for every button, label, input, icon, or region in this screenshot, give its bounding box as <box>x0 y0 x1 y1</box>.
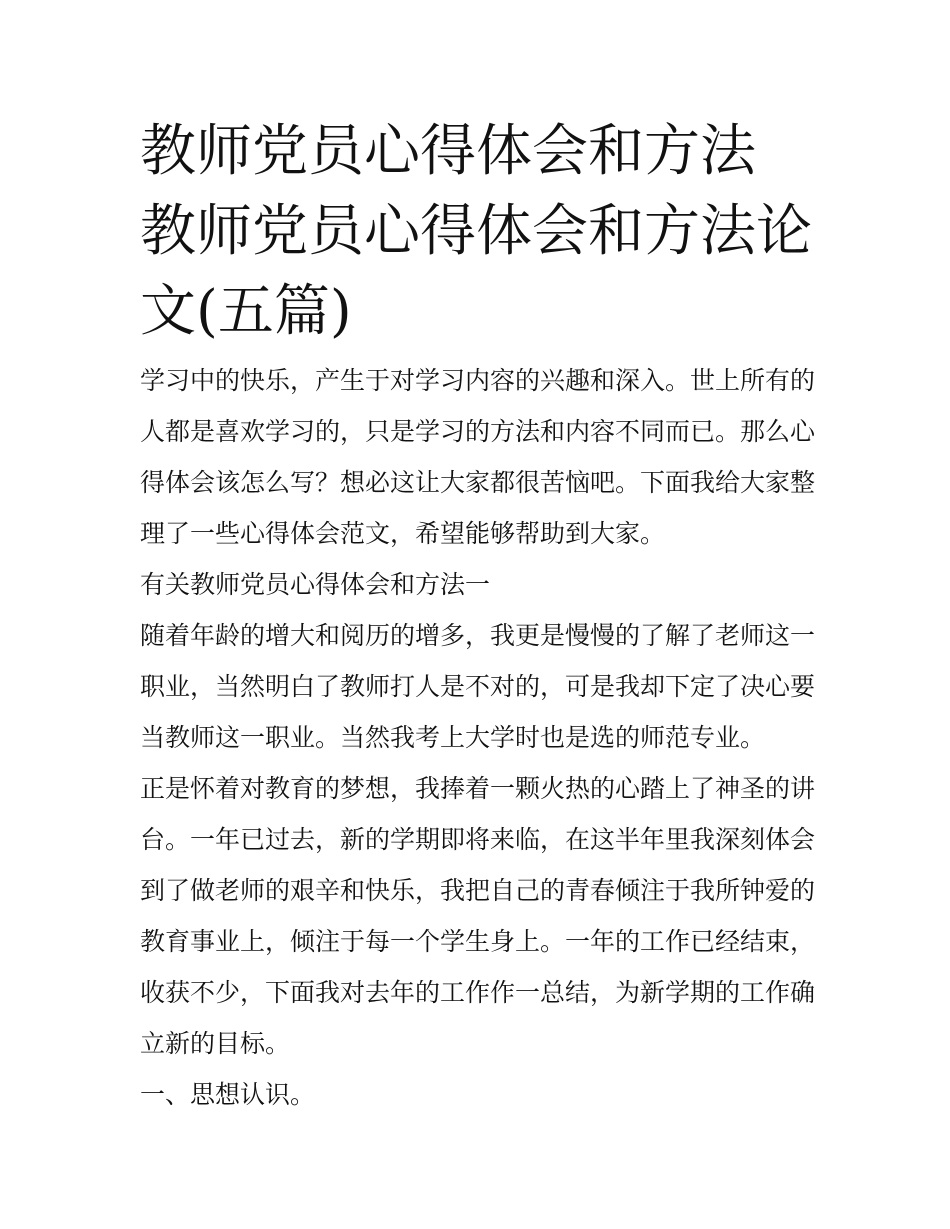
subsection-heading: 一、思想认识。 <box>140 1080 316 1109</box>
document-body <box>140 355 820 1120</box>
section-heading: 有关教师党员心得体会和方法一 <box>140 570 491 599</box>
body-paragraph: 正是怀着对教育的梦想，我捧着一颗火热的心踏上了神圣的讲台。一年已过去，新的学期即将来临，在这半年里我深刻体会到了做老师的艰辛和快乐，我把自己的青春倾注于我所钟爱的教育事业上，倾注于每一个学生身上。一年的工作已经结束，收获不少，下面我对去年的工作作一总结，为新学期的工作确立新的目标。 <box>140 774 816 1058</box>
document-title: 教师党员心得体会和方法 教师党员心得体会和方法论文(五篇) <box>140 119 812 344</box>
body-paragraph: 随着年龄的增大和阅历的增多，我更是慢慢的了解了老师这一职业，当然明白了教师打人是不对的，可是我却下定了决心要当教师这一职业。当然我考上大学时也是选的师范专业。 <box>140 621 816 752</box>
intro-paragraph: 学习中的快乐，产生于对学习内容的兴趣和深入。世上所有的人都是喜欢学习的，只是学习的方法和内容不同而已。那么心得体会该怎么写？想必这让大家都很苦恼吧。下面我给大家整理了一些心得体会范文，希望能够帮助到大家。 <box>140 366 816 548</box>
